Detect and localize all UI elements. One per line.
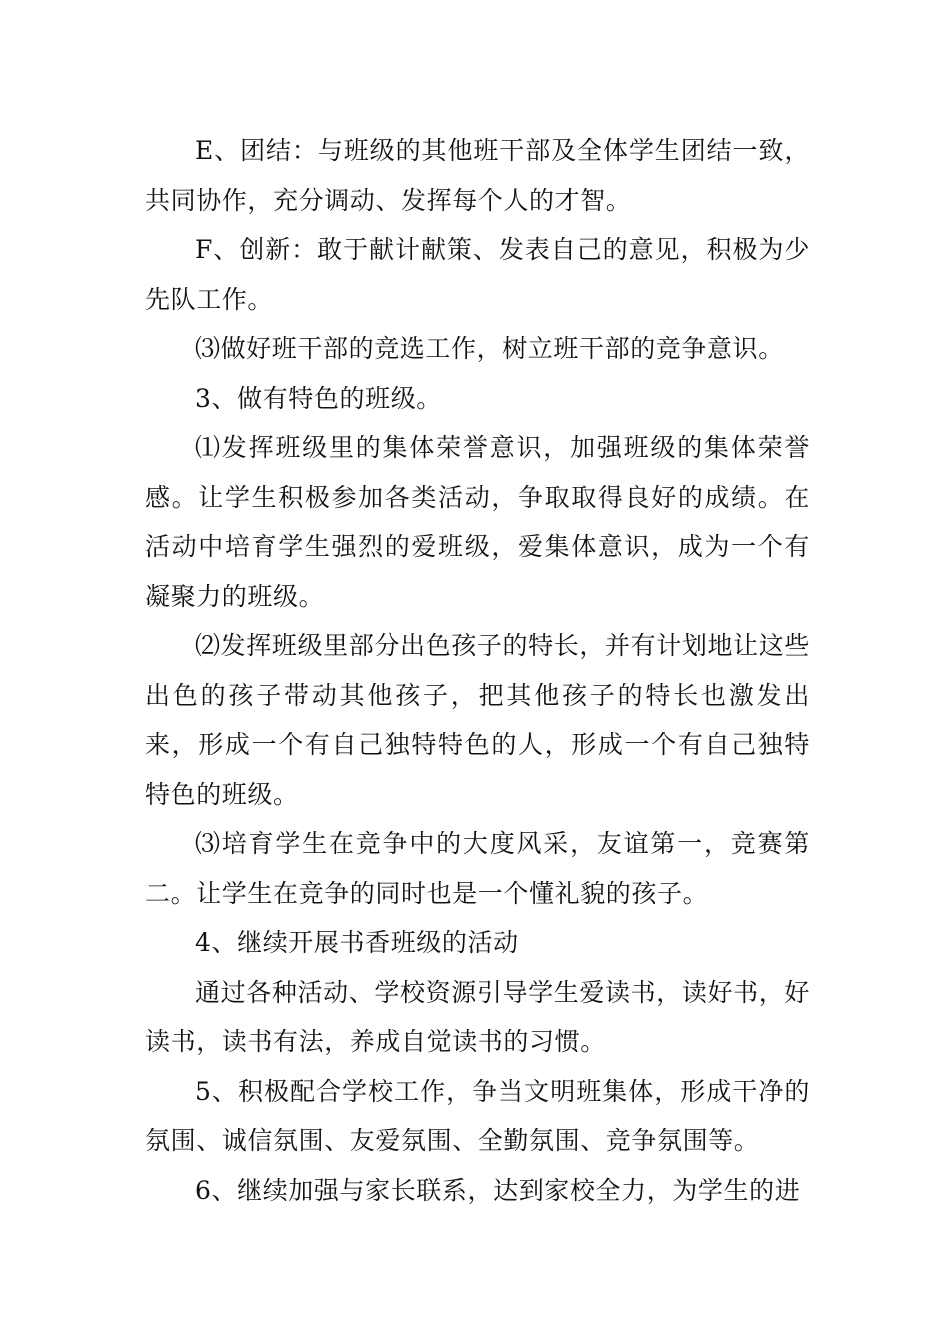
document-body — [145, 126, 810, 1215]
paragraph-cadre-election: ⑶做好班干部的竞选工作，树立班干部的竞争意识。 — [195, 334, 784, 363]
paragraph-school-work: 5、积极配合学校工作，争当文明班集体，形成干净的氛围、诚信氛围、友爱氛围、全勤氛围、竞争氛围等。 — [145, 1076, 810, 1155]
paragraph-reading: 通过各种活动、学校资源引导学生爱读书，读好书，好读书，读书有法，养成自觉读书的习惯。 — [145, 977, 810, 1056]
paragraph-competition: ⑶培育学生在竞争中的大度风采，友谊第一，竞赛第二。让学生在竞争的同时也是一个懂礼貌的孩子。 — [145, 829, 810, 908]
paragraph-collective-honor: ⑴发挥班级里的集体荣誉意识，加强班级的集体荣誉感。让学生积极参加各类活动，争取取得良好的成绩。在活动中培育学生强烈的爱班级，爱集体意识，成为一个有凝聚力的班级。 — [145, 433, 810, 611]
paragraph-innovation: F、创新：敢于献计献策、发表自己的意见，积极为少先队工作。 — [145, 235, 810, 314]
heading-reading-activity: 4、继续开展书香班级的活动 — [195, 928, 519, 957]
paragraph-parent-contact: 6、继续加强与家长联系，达到家校全力，为学生的进 — [195, 1175, 801, 1205]
paragraph-talent: ⑵发挥班级里部分出色孩子的特长，并有计划地让这些出色的孩子带动其他孩子，把其他孩子的特长也激发出来，形成一个有自己独特特色的人，形成一个有自己独特特色的班级。 — [145, 631, 810, 809]
heading-characteristic-class: 3、做有特色的班级。 — [195, 383, 442, 413]
paragraph-unity: E、团结：与班级的其他班干部及全体学生团结一致，共同协作，充分调动、发挥每个人的才智。 — [145, 136, 810, 215]
